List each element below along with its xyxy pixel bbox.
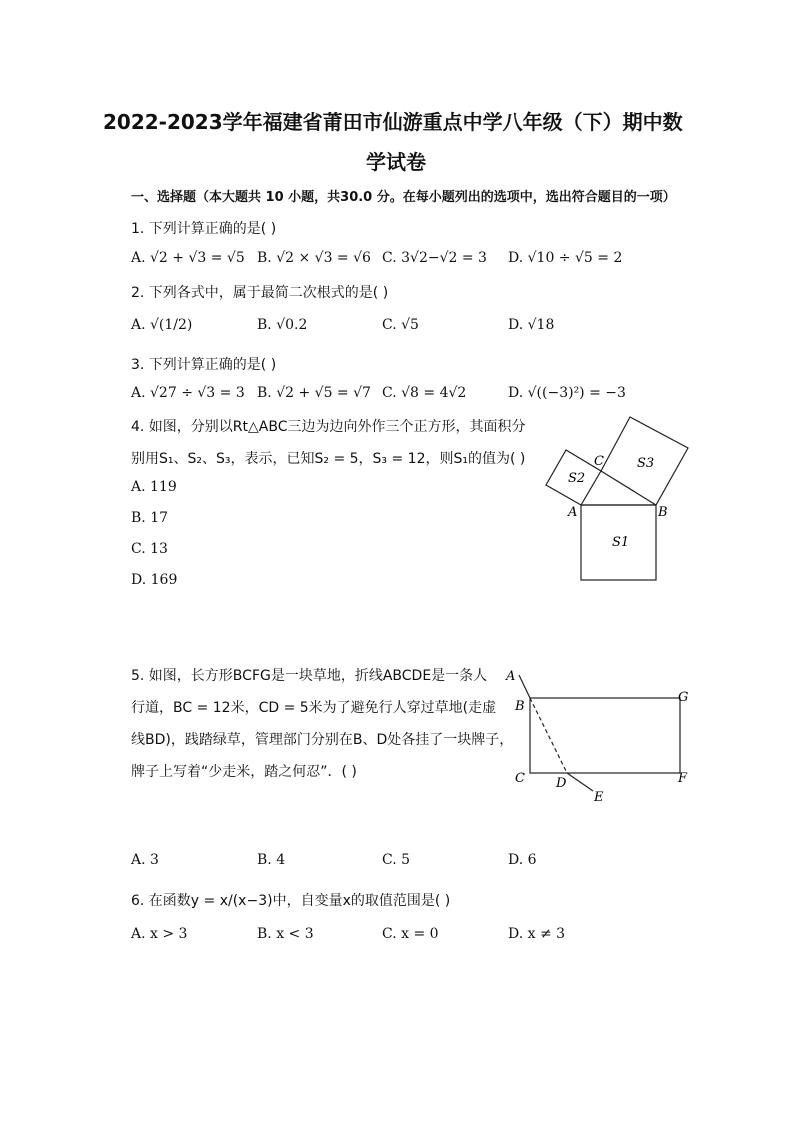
question-3-option-b: B. √2 + √5 = √7: [257, 385, 371, 401]
question-4-option-b: B. 17: [131, 510, 169, 526]
section-heading: 一、选择题（本大题共 10 小题，共30.0 分。在每小题列出的选项中，选出符合题目的一项）: [131, 190, 676, 205]
question-2-option-d: D. √18: [508, 317, 555, 333]
label-b: B: [515, 699, 525, 714]
question-5-option-c: C. 5: [382, 852, 411, 868]
question-3-option-d: D. √((−3)²) = −3: [508, 385, 626, 401]
question-6-option-a: A. x > 3: [131, 926, 188, 942]
label-d: D: [556, 776, 567, 791]
question-1-option-c: C. 3√2−√2 = 3: [382, 250, 487, 266]
path-ab: [519, 675, 530, 698]
question-5-stem-line4: 牌子上写着“少走米，踏之何忍”．( ): [131, 764, 357, 780]
question-6-option-c: C. x = 0: [382, 926, 439, 942]
question-6-option-d: D. x ≠ 3: [508, 926, 566, 942]
question-5-figure: [500, 665, 700, 810]
question-1-option-b: B. √2 × √3 = √6: [257, 250, 371, 266]
question-1-option-d: D. √10 ÷ √5 = 2: [508, 250, 623, 266]
question-4-option-d: D. 169: [131, 572, 178, 588]
question-3-stem: 3. 下列计算正确的是( ): [131, 357, 277, 373]
question-4-option-a: A. 119: [131, 479, 177, 495]
page-title-line2: 学试卷: [366, 150, 426, 174]
label-a: A: [506, 669, 516, 684]
question-2-option-a: A. √(1/2): [131, 317, 193, 333]
question-5-stem-line1: 5. 如图，长方形BCFG是一块草地，折线ABCDE是一条人: [131, 668, 488, 684]
question-5-stem-line3: 线BD)，践踏绿草，管理部门分别在B、D处各挂了一块牌子，: [131, 732, 514, 748]
question-4-option-c: C. 13: [131, 541, 168, 557]
label-s1: S1: [612, 535, 630, 550]
question-1-option-a: A. √2 + √3 = √5: [131, 250, 245, 266]
label-b: B: [658, 505, 668, 520]
question-6-option-b: B. x < 3: [257, 926, 314, 942]
label-e: E: [594, 790, 604, 805]
rectangle-bcfg: [530, 698, 680, 773]
label-s3: S3: [637, 456, 655, 471]
question-2-stem: 2. 下列各式中，属于最简二次根式的是( ): [131, 285, 389, 301]
page-title: 2022-2023学年福建省莆田市仙游重点中学八年级（下）期中数: [103, 110, 683, 134]
question-4-stem-line1: 4. 如图，分别以Rt△ABC三边为边向外作三个正方形，其面积分: [131, 419, 526, 435]
label-c: C: [515, 771, 525, 786]
path-de: [567, 773, 593, 791]
question-5-option-b: B. 4: [257, 852, 286, 868]
label-a: A: [568, 505, 578, 520]
dashed-bd: [530, 698, 567, 773]
question-5-stem-line2: 行道，BC = 12米，CD = 5米为了避免行人穿过草地(走虚: [131, 700, 497, 716]
question-4-stem-line2: 别用S₁、S₂、S₃，表示，已知S₂ = 5，S₃ = 12，则S₁的值为( ): [131, 451, 526, 467]
question-3-option-c: C. √8 = 4√2: [382, 385, 467, 401]
question-2-option-c: C. √5: [382, 317, 419, 333]
question-5-option-a: A. 3: [131, 852, 159, 868]
label-s2: S2: [568, 471, 586, 486]
label-c: C: [594, 454, 604, 469]
label-f: F: [678, 771, 688, 786]
question-4-figure: [540, 410, 700, 585]
question-6-stem: 6. 在函数y = x/(x−3)中，自变量x的取值范围是( ): [131, 893, 451, 909]
question-2-option-b: B. √0.2: [257, 317, 308, 333]
label-g: G: [678, 690, 689, 705]
question-1-stem: 1. 下列计算正确的是( ): [131, 221, 277, 237]
question-5-option-d: D. 6: [508, 852, 537, 868]
question-3-option-a: A. √27 ÷ √3 = 3: [131, 385, 245, 401]
